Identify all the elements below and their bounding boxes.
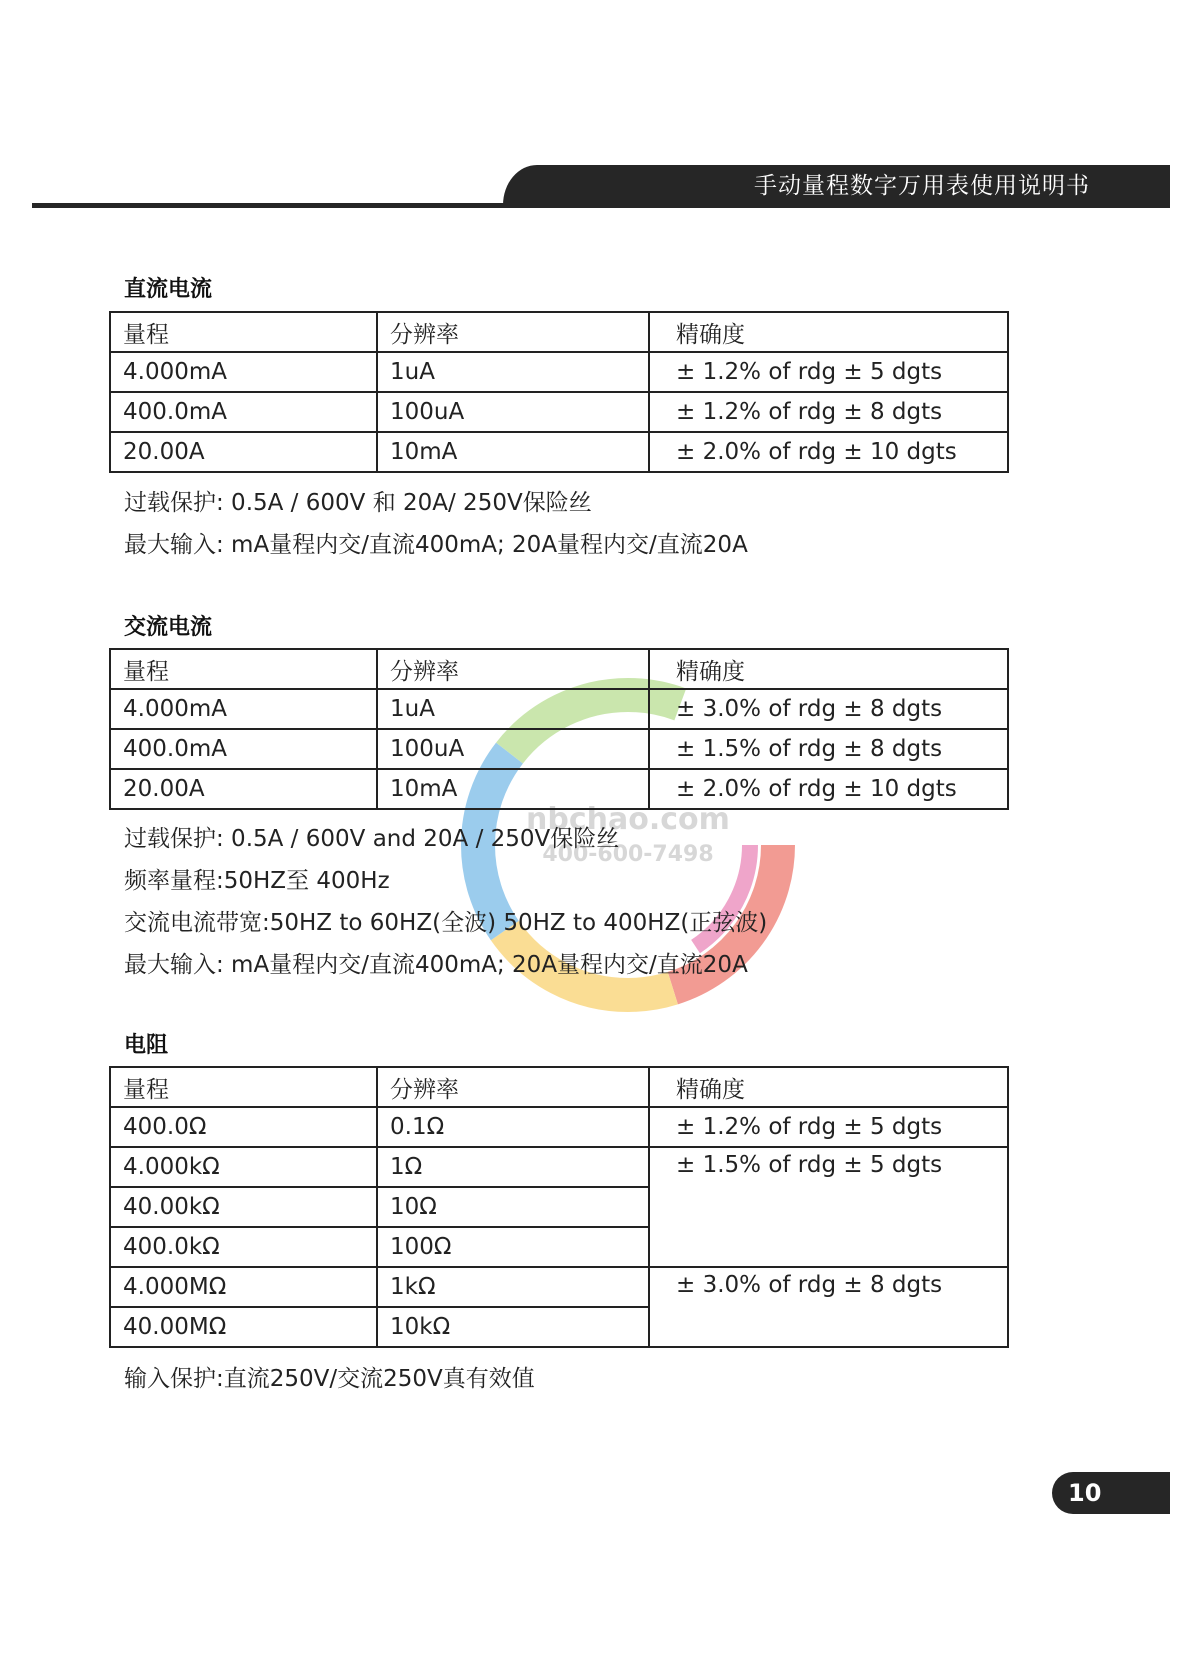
column-header-resolution: 分辨率 [377,312,649,352]
range-cell: 20.00A [110,769,377,809]
table-row [110,689,1008,729]
document-title: 手动量程数字万用表使用说明书 [754,173,1090,199]
overload-protection-note: 过载保护: 0.5A / 600V 和 20A/ 250V保险丝 [124,490,592,516]
range-cell: 40.00kΩ [110,1187,377,1227]
table-row [110,769,1008,809]
watermark-phone: 400-600-7498 [542,842,714,867]
table-row [110,1267,1008,1307]
page-number: 10 [1068,1479,1102,1507]
column-header-resolution: 分辨率 [377,1067,649,1107]
resolution-cell: 1uA [377,352,649,392]
resolution-cell: 10mA [377,769,649,809]
range-cell: 20.00A [110,432,377,472]
resolution-cell: 10kΩ [377,1307,649,1347]
table-row [110,1107,1008,1147]
range-cell: 40.00MΩ [110,1307,377,1347]
table-row [110,352,1008,392]
dc-current-table [109,311,1009,473]
accuracy-cell: ± 2.0% of rdg ± 10 dgts [649,432,1008,472]
range-cell: 4.000kΩ [110,1147,377,1187]
resistance-title: 电阻 [124,1033,169,1058]
range-cell: 400.0kΩ [110,1227,377,1267]
resolution-cell: 10Ω [377,1187,649,1227]
max-input-note: 最大输入: mA量程内交/直流400mA; 20A量程内交/直流20A [124,952,748,978]
resistance-table [109,1066,1009,1348]
column-header-range: 量程 [110,649,377,689]
table-header-row [110,1067,1008,1107]
resolution-cell: 100uA [377,392,649,432]
resolution-cell: 0.1Ω [377,1107,649,1147]
accuracy-cell: ± 1.2% of rdg ± 5 dgts [649,1107,1008,1147]
table-row [110,1147,1008,1187]
frequency-range-note: 频率量程:50HZ至 400Hz [124,868,390,894]
table-row [110,432,1008,472]
ac-current-title: 交流电流 [124,615,213,640]
column-header-accuracy: 精确度 [649,1067,1008,1107]
max-input-note: 最大输入: mA量程内交/直流400mA; 20A量程内交/直流20A [124,532,748,558]
header-tab [503,165,1170,208]
accuracy-cell: ± 1.2% of rdg ± 8 dgts [649,392,1008,432]
bandwidth-note: 交流电流带宽:50HZ to 60HZ(全波) 50HZ to 400HZ(正弦波) [124,910,768,936]
accuracy-cell: ± 1.5% of rdg ± 8 dgts [649,729,1008,769]
resolution-cell: 1uA [377,689,649,729]
table-header-row [110,649,1008,689]
accuracy-cell: ± 3.0% of rdg ± 8 dgts [649,1267,1008,1347]
column-header-resolution: 分辨率 [377,649,649,689]
accuracy-cell: ± 1.5% of rdg ± 5 dgts [649,1147,1008,1267]
range-cell: 4.000MΩ [110,1267,377,1307]
column-header-range: 量程 [110,1067,377,1107]
table-row [110,392,1008,432]
range-cell: 400.0Ω [110,1107,377,1147]
page-number-tab [1052,1472,1170,1514]
range-cell: 400.0mA [110,392,377,432]
watermark-brand: nbchao.com [526,802,730,837]
range-cell: 4.000mA [110,352,377,392]
input-protection-note: 输入保护:直流250V/交流250V真有效值 [124,1366,535,1392]
range-cell: 400.0mA [110,729,377,769]
resolution-cell: 100uA [377,729,649,769]
accuracy-cell: ± 3.0% of rdg ± 8 dgts [649,689,1008,729]
dc-current-title: 直流电流 [124,277,213,302]
resolution-cell: 1Ω [377,1147,649,1187]
resolution-cell: 1kΩ [377,1267,649,1307]
resolution-cell: 10mA [377,432,649,472]
column-header-range: 量程 [110,312,377,352]
table-row [110,729,1008,769]
accuracy-cell: ± 1.2% of rdg ± 5 dgts [649,352,1008,392]
table-header-row [110,312,1008,352]
range-cell: 4.000mA [110,689,377,729]
ac-current-table [109,648,1009,810]
resolution-cell: 100Ω [377,1227,649,1267]
overload-protection-note: 过载保护: 0.5A / 600V and 20A / 250V保险丝 [124,826,620,852]
accuracy-cell: ± 2.0% of rdg ± 10 dgts [649,769,1008,809]
column-header-accuracy: 精确度 [649,649,1008,689]
column-header-accuracy: 精确度 [649,312,1008,352]
